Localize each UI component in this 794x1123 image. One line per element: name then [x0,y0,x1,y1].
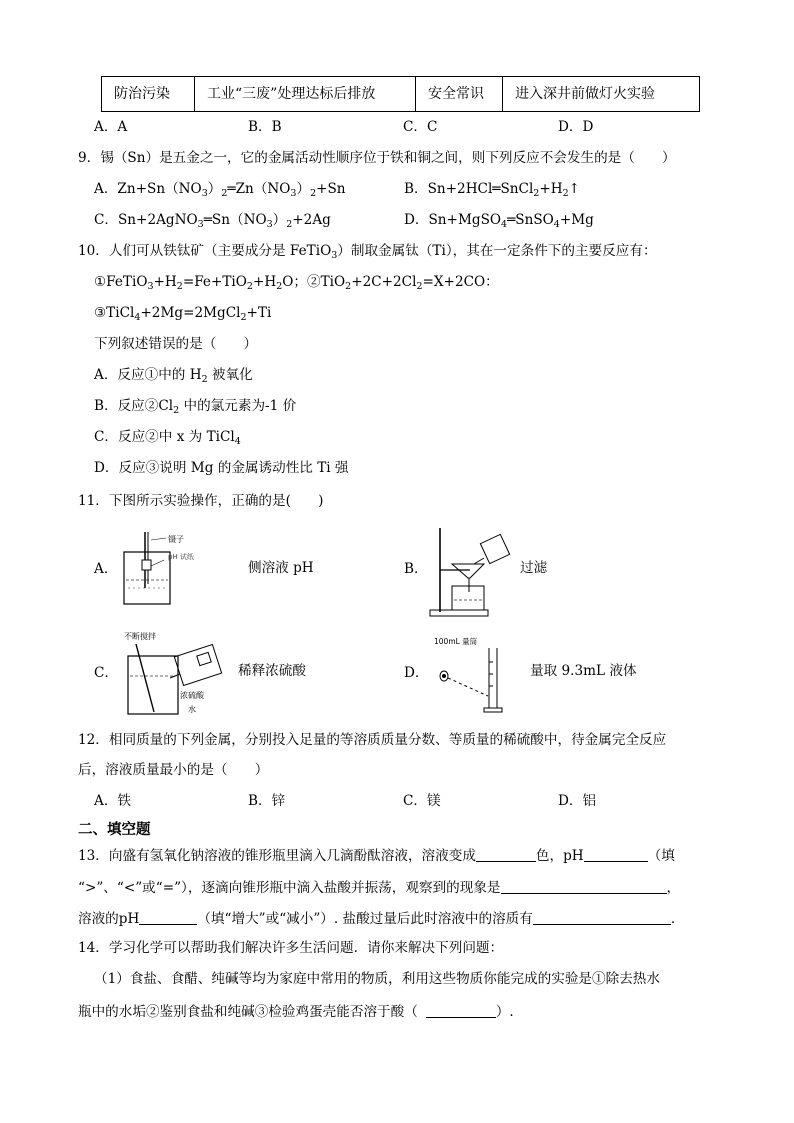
answer-table [101,76,700,112]
q12-option-d: D．铝 [558,793,597,809]
dilution-figure [118,630,230,718]
section-heading: 二、填空题 [78,822,151,838]
q10-option-d: D．反应③说明 Mg 的金属诱动性比 Ti 强 [94,460,349,476]
answer-blank[interactable] [139,911,197,925]
q14-stem: 14．学习化学可以帮助我们解决许多生活问题．请你来解决下列问题： [78,940,504,956]
funnel [452,564,484,578]
ph-test-figure [118,530,243,610]
cylinder-base [484,708,502,712]
filtration-figure [428,524,518,620]
q10-question: 下列叙述错误的是（ ） [94,336,258,352]
q11-option-b-text: 过滤 [520,560,548,576]
fig-label: 镊子 [168,535,184,544]
q12-option-c: C．镁 [403,793,441,809]
fig-label: 浓硫酸 [180,691,204,700]
q10-stem: 10．人们可从铁钛矿（主要成分是 FeTiO$_3$）制取金属钛（Ti），其在一定条件下的主要反应有： [78,243,657,261]
label-pointer [151,560,164,566]
q9-option-a: A．$Zn+Sn(NO_3)_2═Zn(NO_3)_2+Sn$ [94,181,346,199]
q11-option-d-letter: D． [404,665,429,681]
table-row [102,77,700,112]
flask-label [197,652,212,665]
ph-paper [142,560,151,570]
q14-part1-line2: 瓶中的水垢②鉴别食盐和纯碱③检验鸡蛋壳能否溶于酸（ ）. [78,1004,514,1020]
answer-blank[interactable] [426,1004,496,1018]
q8-option-c: C．C [403,119,438,135]
answer-blank[interactable] [533,911,671,925]
eye-pupil [442,674,446,678]
q9-option-d: D．Sn+MgSO$_4$═SnSO$_4$+Mg [404,212,594,230]
q9-option-b: B．$Sn+2HCl═SnCl_2+H_2↑$ [404,181,581,199]
q12-stem-line1: 12．相同质量的下列金属，分别投入足量的等溶质质量分数、等质量的稀硫酸中，待金属完全反应 [78,732,667,748]
q11-option-b-letter: B． [404,561,428,577]
q10-option-a: A．反应①中的 $H_2$ 被氧化 [94,367,253,385]
q10-option-b: B．反应$②Cl_2$ 中的氯元素为-1 价 [94,398,297,416]
fig-label: 100mL 量筒 [434,637,478,646]
stand-base [430,610,488,616]
sight-line [448,678,488,696]
q10-reaction-3: ③TiCl$_4$+2Mg=2MgCl$_2$+Ti [94,305,272,323]
q11-option-a-text: 侧溶液 pH [248,560,314,576]
pour-stream [474,558,484,564]
fig-label: 水 [188,705,196,714]
q11-option-c-text: 稀释浓硫酸 [238,663,306,679]
q11-option-c-letter: C． [94,665,118,681]
answer-blank[interactable] [501,880,667,894]
table-cell: 防治污染 [102,77,195,112]
q8-option-b: B．B [248,119,282,135]
q11-option-d-text: 量取 9.3mL 液体 [530,663,637,679]
q11-stem: 11．下图所示实验操作，正确的是( ) [78,493,324,509]
fig-label: pH 试纸 [168,553,194,561]
pouring-flask [174,645,221,686]
q12-option-b: B．锌 [248,793,286,809]
q11-option-a-letter: A． [94,561,118,577]
beaker [452,586,484,610]
q10-option-c: C．反应②中 x 为 TiCl$_4$ [94,429,241,447]
q9-option-c: C．$Sn+2AgNO_3═Sn(NO_3)_2+2Ag$ [94,212,331,230]
answer-blank[interactable] [476,848,536,862]
q10-reactions-1-2: $①FeTiO_3+H_2=Fe+TiO_2+H_2O$；$②TiO_2+2C+2Cl_2=X+2CO$： [94,274,499,292]
table-cell: 进入深井前做灯火实验 [503,77,700,112]
table-cell: 安全常识 [416,77,503,112]
q13-line1: 13．向盛有氢氧化钠溶液的锥形瓶里滴入几滴酚酞溶液，溶液变成 色，pH （填 [78,848,675,864]
table-cell: 工业“三废”处理达标后排放 [195,77,416,112]
q13-line3: 溶液的pH （填“增大”或“减小”）. 盐酸过量后此时溶液中的溶质有 . [78,911,676,927]
q12-stem-line2: 后，溶液质量最小的是（ ） [78,762,269,778]
fig-label: 不断搅拌 [124,632,156,641]
q8-option-a: A．A [94,119,128,135]
cylinder-figure [432,634,512,716]
q9-stem: 9．锡（Sn）是五金之一，它的金属活动性顺序位于铁和铜之间，则下列反应不会发生的是（ ） [78,150,676,166]
q13-line2: “>”、“<”或“=”），逐滴向锥形瓶中滴入盐酸并振荡，观察到的现象是 ， [78,880,681,896]
q8-option-d: D．D [558,119,594,135]
pouring-beaker [480,534,509,563]
beaker [128,656,178,714]
label-pointer [151,538,166,540]
answer-blank[interactable] [584,848,648,862]
q14-part1-line1: （1）食盐、食醋、纯碱等均为家庭中常用的物质，利用这些物质你能完成的实验是①除去热水 [94,971,660,987]
glass-rod [136,644,154,712]
q12-option-a: A．铁 [94,793,132,809]
